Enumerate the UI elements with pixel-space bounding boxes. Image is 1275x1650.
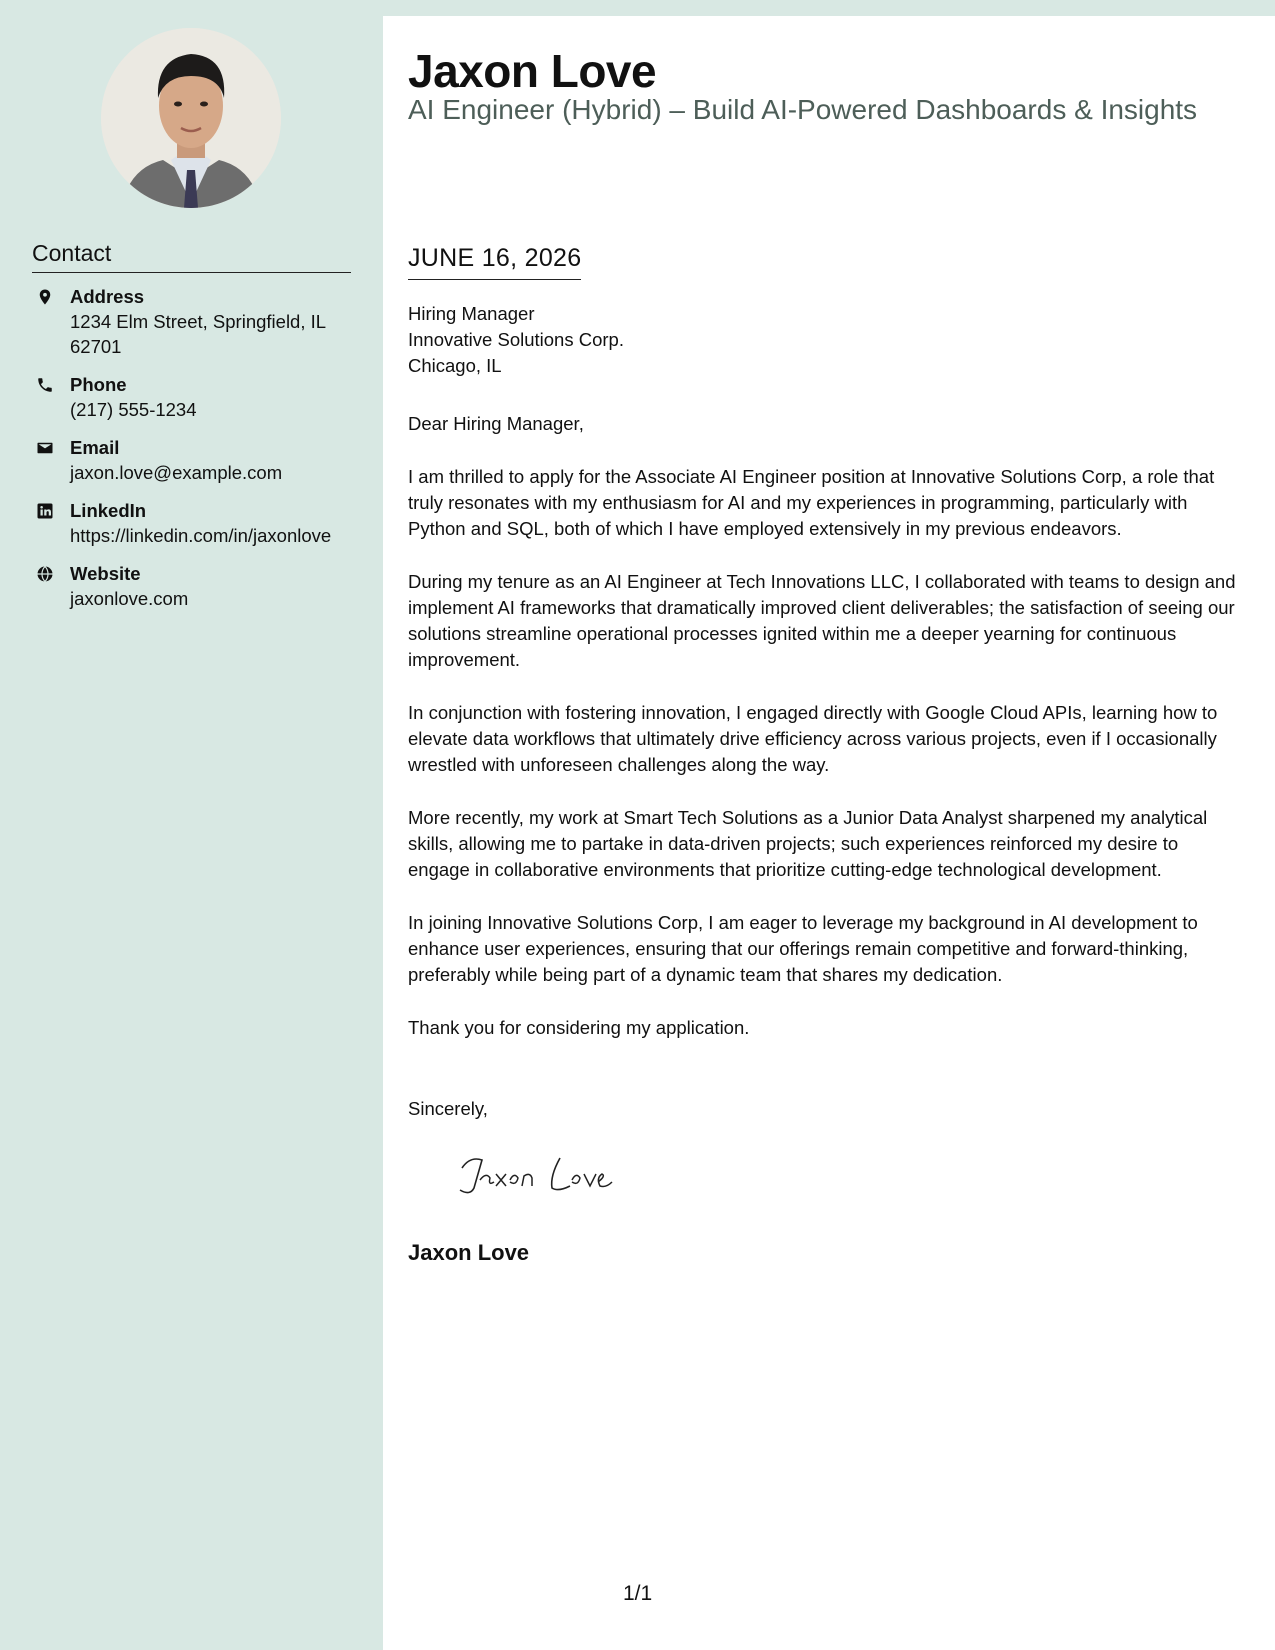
letter-body [383,16,1275,1650]
paragraph: During my tenure as an AI Engineer at Tech Innovations LLC, I collaborated with teams to design and implement AI frameworks that dramatically improved client deliverables; the satisfaction of seeing our solutions streamline operational processes ignited within me a deeper yearning for continuous improvement. [408,571,1236,670]
phone-value: (217) 555-1234 [70,399,197,420]
profile-photo [101,28,281,208]
profile-photo-illustration [101,28,281,208]
address-label: Address [70,286,145,307]
job-title: AI Engineer (Hybrid) – Build AI-Powered Dashboards & Insights [408,94,1198,125]
contact-linkedin [32,499,362,548]
recipient-line: Chicago, IL [408,355,502,376]
website-value[interactable]: jaxonlove.com [70,588,189,609]
applicant-name: Jaxon Love [408,45,657,97]
paragraph: I am thrilled to apply for the Associate AI Engineer position at Innovative Solutions Corp, a role that truly resonates with my enthusiasm for AI and my experiences in programming, particularly with Python and SQL, both of which I have employed extensively in my previous endeavors. [408,466,1215,539]
signed-name: Jaxon Love [408,1240,530,1265]
closing: Sincerely, [408,1098,488,1119]
address-value: 1234 Elm Street, Springfield, IL 62701 [70,311,326,357]
envelope-icon [32,436,70,485]
handwritten-signature [448,1146,638,1206]
linkedin-value[interactable]: https://linkedin.com/in/jaxonlove [70,525,332,546]
linkedin-icon [32,499,70,548]
recipient-block [408,301,1248,379]
contact-website [32,562,362,611]
email-value[interactable]: jaxon.love@example.com [70,462,283,483]
paragraph: In joining Innovative Solutions Corp, I am eager to leverage my background in AI development to enhance user experiences, ensuring that our offerings remain competitive and forward-thinking, preferably while being part of a dynamic team that shares my dedication. [408,912,1198,985]
contact-heading: Contact [32,240,351,273]
letter-date: JUNE 16, 2026 [408,244,581,280]
website-label: Website [70,563,141,584]
contact-list [32,285,362,625]
linkedin-label: LinkedIn [70,500,147,521]
paragraph: Thank you for considering my application. [408,1017,750,1038]
contact-email [32,436,362,485]
recipient-line: Hiring Manager [408,303,535,324]
phone-icon [32,373,70,422]
signature [448,1146,638,1206]
contact-address [32,285,362,359]
globe-icon [32,562,70,611]
email-label: Email [70,437,120,458]
map-pin-icon [32,285,70,359]
page-number: 1/1 [623,1582,653,1605]
sidebar [0,0,383,1650]
phone-label: Phone [70,374,127,395]
contact-phone [32,373,362,422]
paragraph: More recently, my work at Smart Tech Solutions as a Junior Data Analyst sharpened my analytical skills, allowing me to partake in data-driven projects; such experiences reinforced my desire to engage in collaborative environments that prioritize cutting-edge technological development. [408,807,1208,880]
letter-text [408,411,1243,1068]
salutation: Dear Hiring Manager, [408,413,584,434]
recipient-line: Innovative Solutions Corp. [408,329,624,350]
paragraph: In conjunction with fostering innovation, I engaged directly with Google Cloud APIs, learning how to elevate data workflows that ultimately drive efficiency across various projects, even if I occasionally wrestled with unforeseen challenges along the way. [408,702,1218,775]
